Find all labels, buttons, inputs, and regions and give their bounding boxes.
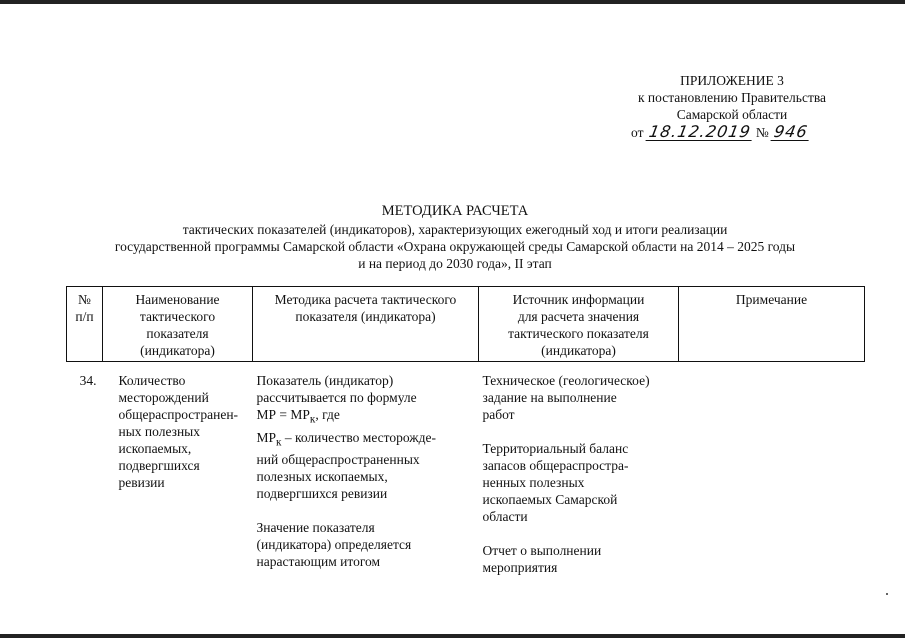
table-header-row [67, 287, 865, 362]
title-line-1: тактических показателей (индикаторов), характеризующих ежегодный ход и итоги реализации [182, 222, 728, 237]
formula: МР = $МР_к$, где [256, 407, 340, 426]
row-number: 34. [79, 373, 97, 388]
appendix-line-2: Самарской области [676, 107, 788, 122]
scan-speck [886, 593, 888, 595]
header-information-source: Источник информации для расчета значения тактического показателя (индикатора) [479, 287, 679, 362]
header-num: № п/п [67, 287, 103, 362]
appendix-label: ПРИЛОЖЕНИЕ 3 [680, 73, 784, 88]
title-line-2: государственной программы Самарской области «Охрана окружающей среды Самарской области на 2014 – 2025 годы [114, 239, 796, 254]
header-calculation-method: Методика расчета тактического показателя (индикатора) [253, 287, 479, 362]
header-indicator-name: Наименование тактического показателя (индикатора) [103, 287, 253, 362]
appendix-line-1: к постановлению Правительства [637, 90, 827, 105]
table-row [67, 362, 865, 577]
appendix-header [612, 72, 852, 123]
resolution-date-line [631, 124, 810, 141]
handwritten-number: 946 [772, 122, 810, 141]
calculation-method: Показатель (индикатор) рассчитывается по формуле МР = $МР_к$, где $МР_к$ – количество месторожде- ний общераспространенных полезных ископаемых, подвергшихся ревизии Значение показателя (индикатора) определяется нарастающим итогом [253, 362, 479, 577]
number-prefix: № [755, 125, 769, 140]
indicator-methods-table [66, 286, 865, 576]
indicator-name: Количество месторождений общераспространен- ных полезных ископаемых, подвергшихся ревизии [118, 373, 239, 490]
document-title: МЕТОДИКА РАСЧЕТА [381, 203, 529, 219]
handwritten-date: 18.12.2019 [647, 122, 753, 141]
title-line-3: и на период до 2030 года», II этап [358, 256, 552, 271]
date-prefix: от [631, 125, 644, 140]
document-title-block [40, 203, 870, 272]
bottom-border-line [0, 634, 905, 638]
information-source: Техническое (геологическое) задание на выполнение работ Территориальный баланс запасов общераспростра- ненных полезных ископаемых Самарской области Отчет о выполнении мероприятия [482, 373, 650, 575]
note-cell [679, 362, 865, 577]
top-border-line [0, 0, 905, 4]
header-note: Примечание [679, 287, 865, 362]
